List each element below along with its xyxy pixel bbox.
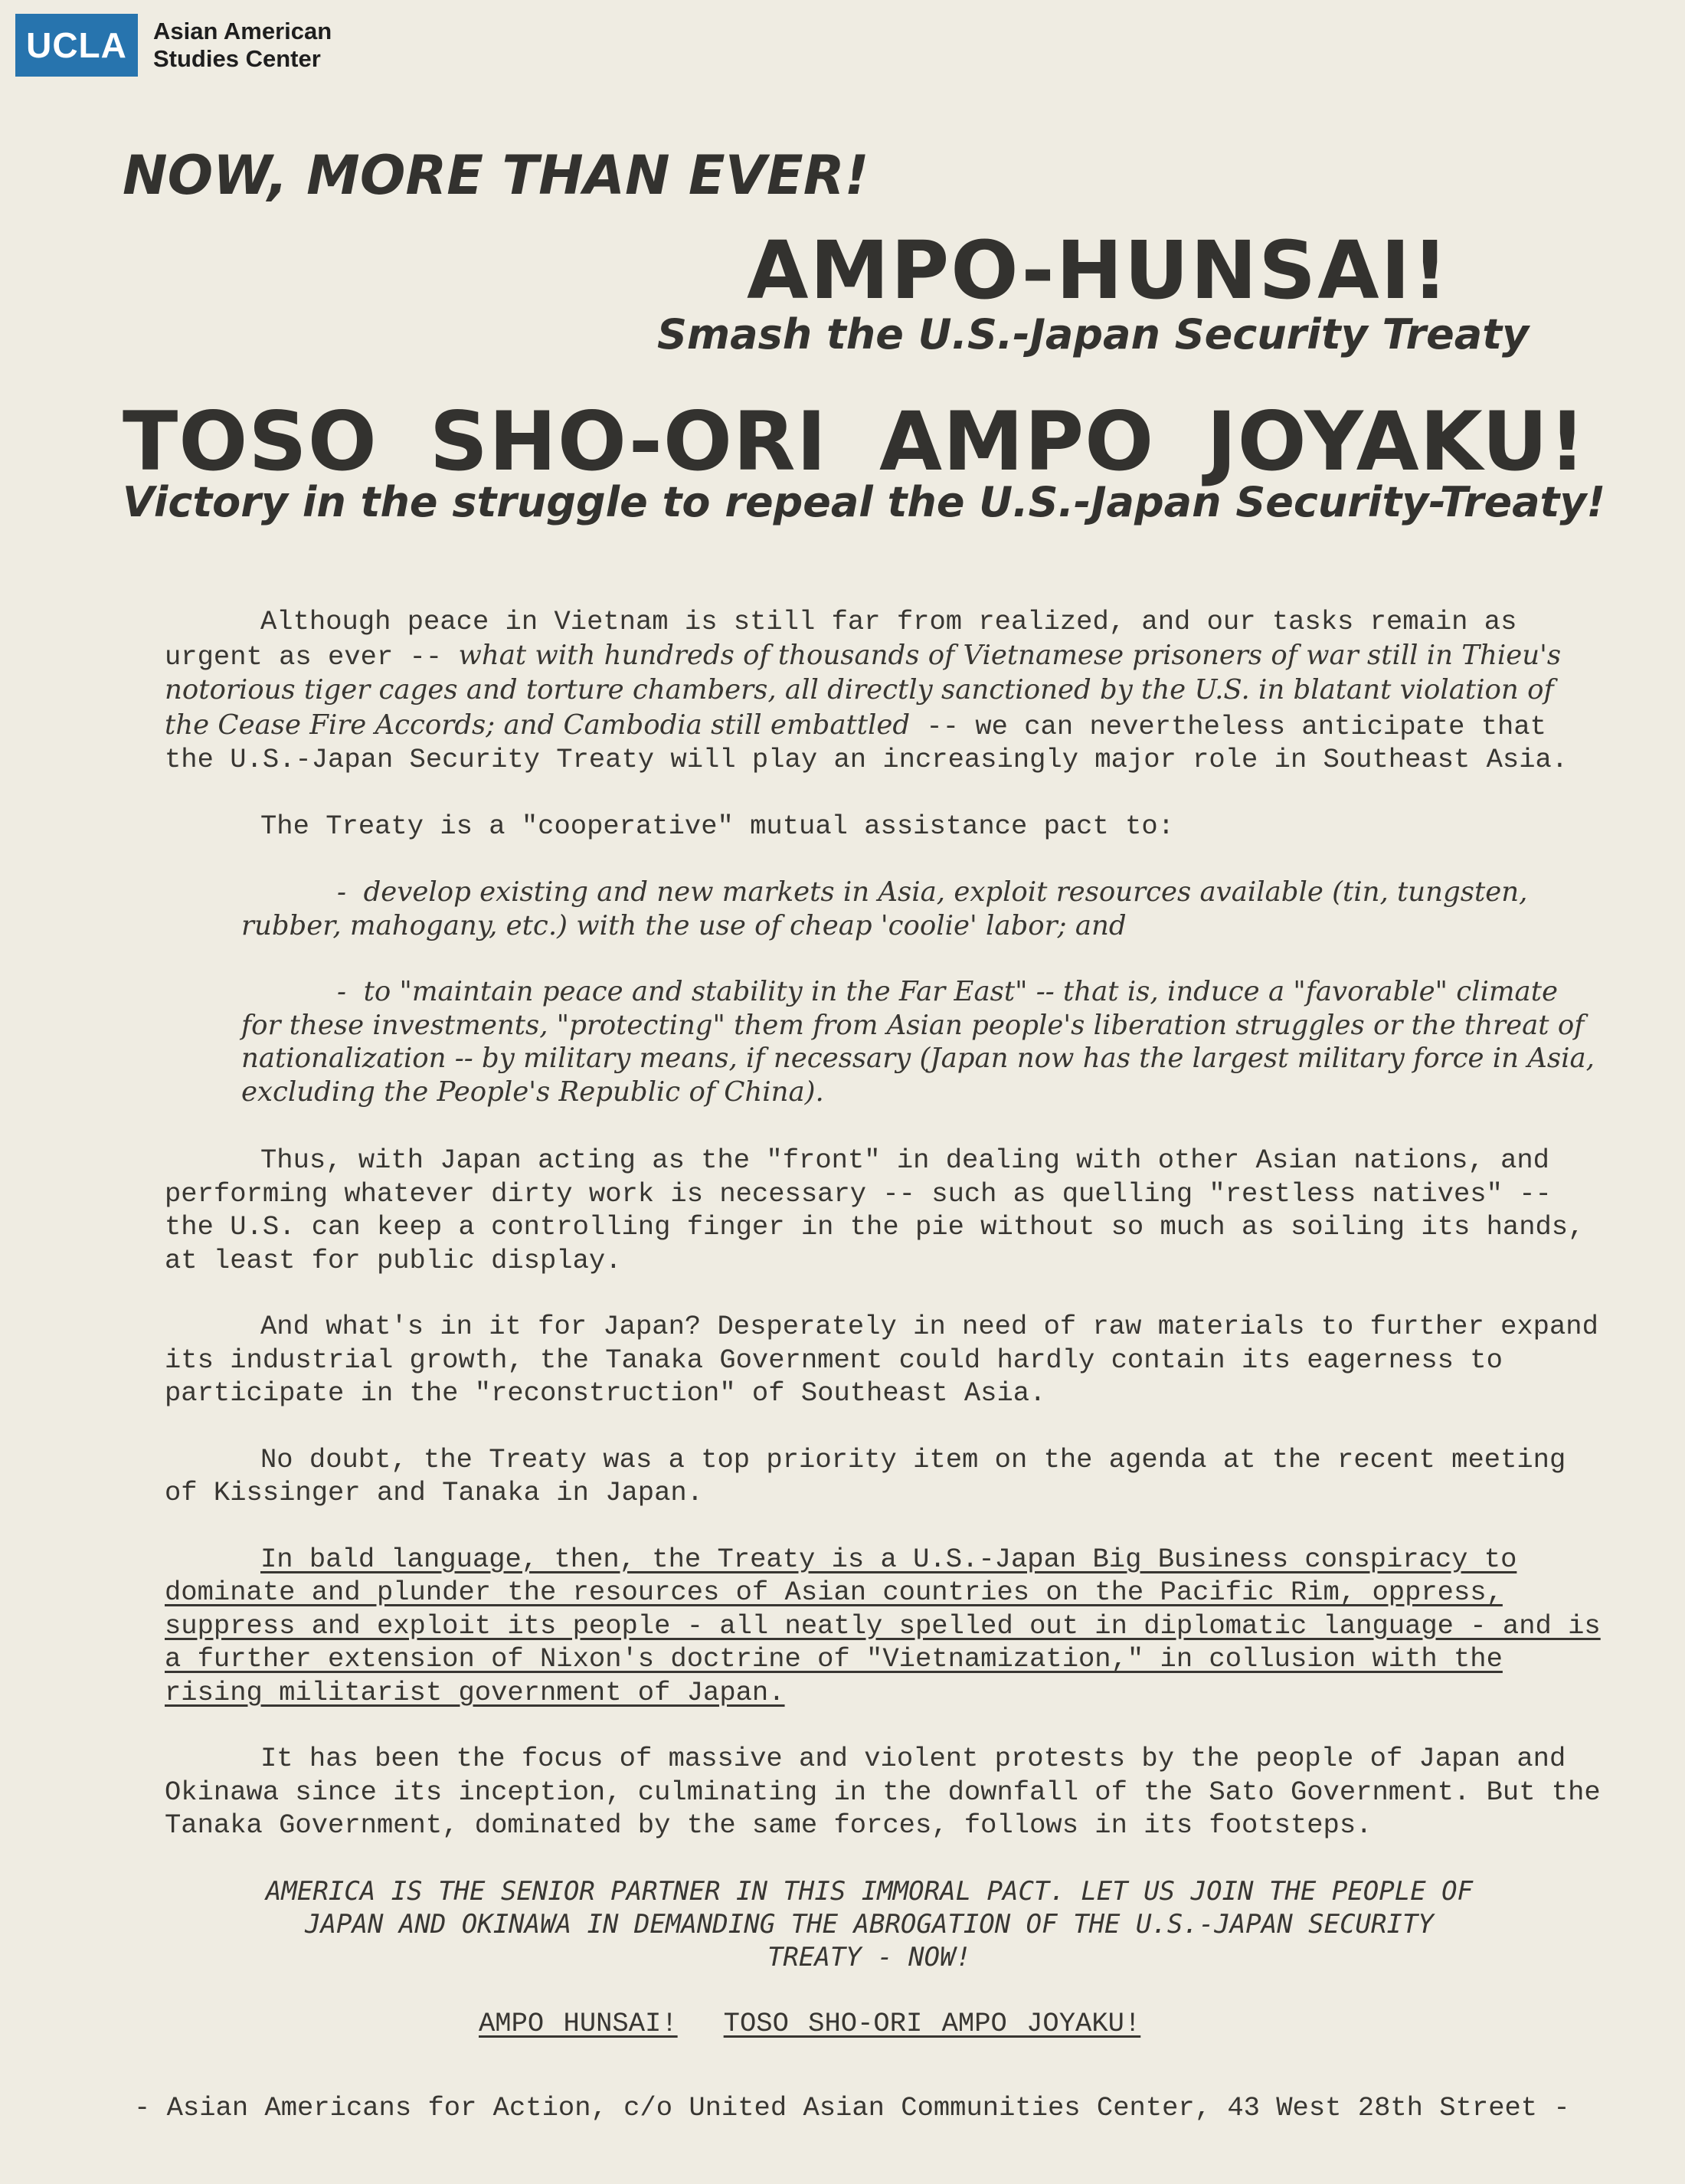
call-to-action: AMERICA IS THE SENIOR PARTNER IN THIS IMMORAL PACT. LET US JOIN THE PEOPLE OF JAPAN AND OKINAWA IN DEMANDING THE ABROGATION OF THE U.S.-JAPAN SECURITY TREATY - NOW! [265, 1875, 1474, 1973]
paragraph-2: The Treaty is a "cooperative" mutual assistance pact to: [260, 810, 1174, 842]
headline-ampo-hunsai: AMPO-HUNSAI! [747, 224, 1450, 317]
slogans [165, 2007, 1605, 2041]
paragraph-1-end: -- we can nevertheless anticipate that the U.S.-Japan Security Treaty will play an increasingly major role in Southeast Asia. [165, 710, 1569, 775]
center-name-line2: Studies Center [153, 45, 321, 72]
paragraph-1-start: Although peace in Vietnam is still far from realized, and our tasks remain as urgent as ever -- [165, 606, 1517, 673]
ucla-logo [15, 14, 332, 77]
bullet-2-text: to "maintain peace and stability in the Far East" -- that is, induce a "favorable" climate for these investments, "protecting" them from Asian people's liberation struggles or the threat of nationalization -- by military means, if necessary (Japan now has the largest military force in Asia, excluding the People's Republic of China). [241, 976, 1595, 1108]
headline-smash-treaty: Smash the U.S.-Japan Security Treaty [657, 310, 1530, 359]
headline-toso-sho-ori: TOSO SHO-ORI AMPO JOYAKU! [123, 395, 1587, 489]
headline-victory: Victory in the struggle to repeal the U.S.-Japan Security-Treaty! [123, 478, 1606, 526]
paragraph-4: And what's in it for Japan? Desperately in need of raw materials to further expand its industrial growth, the Tanaka Government could hardly contain its eagerness to participate in the "reconstruction" of Southeast Asia. [165, 1311, 1598, 1409]
footer-address: - Asian Americans for Action, c/o United Asian Communities Center, 43 West 28th Street - [134, 2092, 1570, 2123]
bullet-1-text: develop existing and new markets in Asia, exploit resources available (tin, tungsten, rubber, mahogany, etc.) with the use of cheap 'coolie' labor; and [241, 876, 1528, 941]
ucla-badge: UCLA [15, 14, 138, 77]
paragraph-3: Thus, with Japan acting as the "front" in dealing with other Asian nations, and performing whatever dirty work is necessary -- such as quelling "restless natives" -- the U.S. can keep a controlling finger in the pie without so much as soiling its hands, at least for public display. [165, 1144, 1585, 1276]
center-name-line1: Asian American [153, 18, 332, 44]
paragraph-1 [165, 605, 1605, 777]
slogan-toso-sho-ori: TOSO SHO-ORI AMPO JOYAKU! [723, 2007, 1141, 2039]
paragraph-6 [165, 1543, 1605, 1710]
bullet-2: - to "maintain peace and stability in the Far East" -- that is, induce a "favorable" climate for these investments, "protecting" them from Asian people's liberation struggles or the threat of nationalization -- by military means, if necessary (Japan now has the largest military force in Asia, excluding the People's Republic of China). [241, 976, 1595, 1108]
headline-now-more-than-ever: NOW, MORE THAN EVER! [123, 144, 869, 207]
letter-body [165, 605, 1605, 2073]
bullet-1: - develop existing and new markets in Asia, exploit resources available (tin, tungsten, rubber, mahogany, etc.) with the use of cheap 'coolie' labor; and [241, 876, 1528, 941]
paragraph-1-italic: what with hundreds of thousands of Vietnamese prisoners of war still in Thieu's notorious tiger cages and torture chambers, all directly sanctioned by the U.S. in blatant violation of the Cease Fire Accords; and Cambodia still embattled [165, 639, 1562, 741]
center-name [153, 18, 332, 73]
paragraph-5: No doubt, the Treaty was a top priority item on the agenda at the recent meeting of Kissinger and Tanaka in Japan. [165, 1443, 1566, 1508]
paragraph-7: It has been the focus of massive and violent protests by the people of Japan and Okinawa since its inception, culminating in the downfall of the Sato Government. But the Tanaka Government, dominated by the same forces, follows in its footsteps. [165, 1743, 1601, 1841]
slogan-ampo-hunsai: AMPO HUNSAI! [479, 2007, 678, 2039]
paragraph-6-text: In bald language, then, the Treaty is a U.S.-Japan Big Business conspiracy to dominate and plunder the resources of Asian countries on the Pacific Rim, oppress, suppress and exploit its people - all neatly spelled out in diplomatic language - and is a further extension of Nixon's doctrine of "Vietnamization," in collusion with the rising militarist government of Japan. [165, 1543, 1601, 1708]
